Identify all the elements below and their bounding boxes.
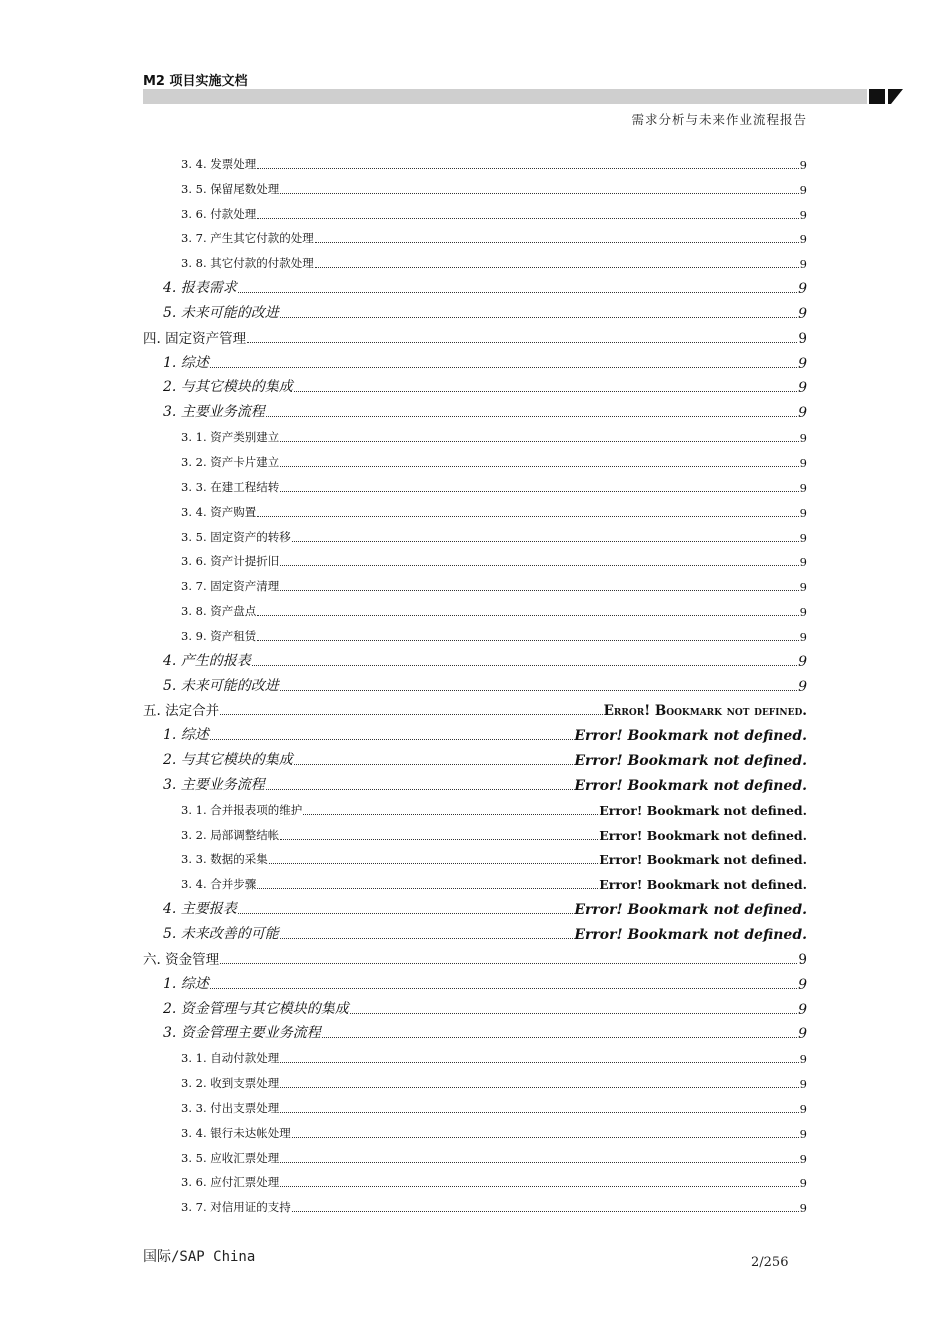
toc-dot-leader (280, 465, 798, 467)
toc-entry-error-reference: Error! Bookmark not defined. (574, 777, 807, 794)
toc-entry[interactable] (143, 945, 807, 970)
toc-entry-title: 5. 未来改善的可能 (163, 926, 279, 942)
toc-dot-leader (280, 1161, 798, 1163)
toc-entry-page-number: 9 (798, 305, 807, 322)
toc-entry-error-reference: Error! Bookmark not defined. (599, 802, 807, 818)
toc-entry-title: 3. 7. 产生其它付款的处理 (181, 231, 314, 246)
toc-dot-leader (280, 490, 798, 492)
toc-entry[interactable] (143, 398, 807, 423)
toc-entry[interactable] (143, 846, 807, 871)
header-corner-marks-icon (869, 89, 903, 104)
toc-entry-page-number: 9 (799, 1052, 807, 1067)
toc-dot-leader (280, 1086, 798, 1088)
toc-entry-title: 3. 4. 合并步骤 (181, 877, 257, 892)
toc-entry-error-reference: Error! Bookmark not defined. (574, 753, 807, 770)
toc-dot-leader (280, 440, 798, 442)
toc-entry[interactable] (143, 349, 807, 374)
toc-entry[interactable] (143, 423, 807, 448)
toc-entry[interactable] (143, 597, 807, 622)
toc-dot-leader (269, 862, 598, 864)
toc-entry-title: 3. 3. 在建工程结转 (181, 479, 280, 494)
toc-entry-title: 2. 与其它模块的集成 (163, 379, 293, 396)
toc-entry[interactable] (143, 697, 807, 722)
toc-entry-title: 5. 未来可能的改进 (163, 304, 279, 321)
toc-entry[interactable] (143, 1094, 807, 1119)
toc-entry-title: 3. 1. 资产类别建立 (181, 430, 280, 445)
toc-dot-leader (280, 192, 798, 194)
toc-entry-page-number: 9 (799, 480, 807, 495)
toc-entry[interactable] (143, 870, 807, 895)
toc-entry[interactable] (143, 175, 807, 200)
toc-dot-leader (280, 689, 797, 691)
toc-entry[interactable] (143, 796, 807, 821)
toc-entry-error-reference: Error! Bookmark not defined. (574, 927, 807, 943)
toc-entry[interactable] (143, 771, 807, 796)
toc-entry-page-number: 9 (799, 1151, 807, 1166)
toc-dot-leader (280, 316, 797, 318)
toc-entry[interactable] (143, 1044, 807, 1069)
toc-entry[interactable] (143, 920, 807, 945)
footer-company: 国际/SAP China (143, 1249, 256, 1265)
toc-entry[interactable] (143, 746, 807, 771)
toc-entry-error-reference: Error! Bookmark not defined. (574, 902, 807, 919)
toc-dot-leader (238, 291, 797, 293)
toc-entry-title: 1. 综述 (163, 727, 209, 744)
toc-dot-leader (266, 415, 797, 417)
toc-entry-title: 3. 1. 自动付款处理 (181, 1051, 280, 1066)
toc-entry[interactable] (143, 1144, 807, 1169)
toc-entry-title: 3. 9. 资产租赁 (181, 628, 257, 643)
toc-dot-leader (315, 266, 799, 268)
toc-entry-title: 3. 2. 收到支票处理 (181, 1076, 280, 1091)
toc-dot-leader (257, 639, 798, 641)
toc-entry[interactable] (143, 200, 807, 225)
toc-entry[interactable] (143, 1193, 807, 1218)
toc-entry-title: 3. 8. 其它付款的付款处理 (181, 256, 314, 271)
toc-entry-page-number: 9 (799, 555, 807, 570)
toc-entry-page-number: 9 (798, 653, 807, 670)
toc-dot-leader (247, 341, 797, 343)
toc-entry[interactable] (143, 647, 807, 672)
toc-entry-title: 3. 6. 应付汇票处理 (181, 1175, 280, 1190)
toc-dot-leader (210, 987, 797, 989)
toc-dot-leader (350, 1012, 797, 1014)
toc-entry-page-number: 9 (798, 355, 807, 372)
toc-entry-page-number: 9 (799, 580, 807, 595)
toc-entry-title: 3. 1. 合并报表项的维护 (181, 802, 303, 817)
document-subtitle: 需求分析与未来作业流程报告 (631, 112, 807, 127)
toc-entry[interactable] (143, 448, 807, 473)
toc-entry[interactable] (143, 672, 807, 697)
toc-entry-page-number: 9 (799, 530, 807, 545)
toc-entry-page-number: 9 (798, 281, 807, 298)
toc-entry-page-number: 9 (799, 605, 807, 620)
toc-entry[interactable] (143, 548, 807, 573)
toc-entry-title: 2. 资金管理与其它模块的集成 (163, 1000, 349, 1017)
toc-entry-title: 3. 主要业务流程 (163, 404, 265, 421)
toc-entry-title: 3. 6. 资产计提折旧 (181, 554, 280, 569)
toc-entry-title: 3. 7. 固定资产清理 (181, 579, 280, 594)
toc-dot-leader (210, 738, 574, 740)
toc-dot-leader (292, 540, 799, 542)
toc-entry-title: 3. 2. 资产卡片建立 (181, 454, 280, 469)
toc-dot-leader (220, 713, 603, 715)
toc-entry-title: 六. 资金管理 (143, 951, 220, 968)
toc-entry[interactable] (143, 1069, 807, 1094)
toc-entry-page-number: 9 (798, 330, 807, 347)
toc-dot-leader (257, 167, 798, 169)
toc-entry-title: 3. 4. 资产购置 (181, 504, 257, 519)
toc-entry-title: 3. 5. 保留尾数处理 (181, 181, 280, 196)
toc-dot-leader (322, 1036, 797, 1038)
toc-entry[interactable] (143, 324, 807, 349)
toc-dot-leader (292, 1210, 799, 1212)
toc-entry[interactable] (143, 274, 807, 299)
toc-entry[interactable] (143, 572, 807, 597)
toc-entry-title: 3. 3. 数据的采集 (181, 852, 268, 867)
toc-dot-leader (280, 838, 598, 840)
toc-dot-leader (292, 1136, 799, 1138)
toc-entry[interactable] (143, 374, 807, 399)
toc-dot-leader (294, 390, 797, 392)
toc-entry-title: 3. 4. 银行未达帐处理 (181, 1125, 291, 1140)
toc-entry-title: 四. 固定资产管理 (143, 330, 247, 347)
toc-entry-page-number: 9 (798, 1001, 807, 1018)
toc-entry-page-number: 9 (799, 1176, 807, 1191)
toc-entry[interactable] (143, 498, 807, 523)
toc-entry-page-number: 9 (798, 976, 807, 993)
toc-dot-leader (280, 1061, 798, 1063)
toc-entry-page-number: 9 (799, 505, 807, 520)
toc-entry[interactable] (143, 970, 807, 995)
toc-dot-leader (220, 962, 797, 964)
header-rule-bar (143, 89, 867, 104)
toc-entry-page-number: 9 (798, 678, 807, 695)
toc-entry-title: 3. 3. 付出支票处理 (181, 1100, 280, 1115)
toc-entry-title: 2. 与其它模块的集成 (163, 752, 293, 769)
toc-entry-error-reference: Error! Bookmark not defined. (599, 827, 807, 843)
toc-entry[interactable] (143, 249, 807, 274)
toc-entry-title: 3. 资金管理主要业务流程 (163, 1025, 321, 1042)
toc-entry-title: 3. 4. 发票处理 (181, 156, 257, 171)
toc-dot-leader (294, 763, 574, 765)
toc-entry-title: 4. 产生的报表 (163, 652, 251, 669)
toc-entry-title: 4. 报表需求 (163, 280, 237, 297)
footer-page-number: 2/256 (751, 1255, 789, 1270)
toc-entry-title: 五. 法定合并 (143, 703, 220, 720)
toc-entry[interactable] (143, 895, 807, 920)
toc-dot-leader (252, 664, 797, 666)
toc-entry[interactable] (143, 150, 807, 175)
toc-dot-leader (257, 515, 798, 517)
toc-entry[interactable] (143, 299, 807, 324)
toc-dot-leader (280, 564, 798, 566)
toc-entry-title: 3. 7. 对信用证的支持 (181, 1200, 291, 1215)
toc-entry-page-number: 9 (798, 405, 807, 422)
toc-entry-page-number: 9 (799, 257, 807, 272)
toc-entry[interactable] (143, 1169, 807, 1194)
toc-entry-page-number: 9 (799, 1077, 807, 1092)
toc-dot-leader (238, 912, 574, 914)
toc-entry-title: 3. 2. 局部调整结帐 (181, 827, 280, 842)
toc-entry-title: 3. 5. 固定资产的转移 (181, 529, 291, 544)
toc-dot-leader (257, 614, 798, 616)
toc-dot-leader (280, 1185, 798, 1187)
toc-dot-leader (280, 589, 798, 591)
toc-entry-error-reference: Error! Bookmark not defined. (599, 877, 807, 893)
toc-entry[interactable] (143, 1020, 807, 1045)
toc-entry-page-number: 9 (799, 1126, 807, 1141)
toc-entry[interactable] (143, 721, 807, 746)
toc-entry-title: 3. 主要业务流程 (163, 776, 265, 793)
toc-dot-leader (257, 887, 598, 889)
toc-entry-title: 3. 8. 资产盘点 (181, 604, 257, 619)
toc-entry-page-number: 9 (799, 157, 807, 172)
toc-entry[interactable] (143, 821, 807, 846)
toc-entry-page-number: 9 (799, 431, 807, 446)
toc-entry-error-reference: Error! Bookmark not defined. (574, 728, 807, 745)
toc-entry-page-number: 9 (799, 232, 807, 247)
toc-entry-page-number: 9 (799, 182, 807, 197)
toc-entry-page-number: 9 (798, 951, 807, 968)
toc-dot-leader (280, 937, 574, 939)
toc-entry-page-number: 9 (799, 455, 807, 470)
toc-entry[interactable] (143, 225, 807, 250)
toc-entry[interactable] (143, 1119, 807, 1144)
toc-entry[interactable] (143, 523, 807, 548)
toc-entry-page-number: 9 (799, 1201, 807, 1216)
toc-entry-page-number: 9 (799, 629, 807, 644)
toc-entry-page-number: 9 (799, 207, 807, 222)
toc-entry-page-number: 9 (799, 1101, 807, 1116)
toc-dot-leader (210, 366, 797, 368)
toc-entry[interactable] (143, 622, 807, 647)
toc-entry-title: 1. 综述 (163, 975, 209, 992)
toc-dot-leader (315, 241, 799, 243)
toc-entry-error-reference: Error! Bookmark not defined. (603, 703, 807, 720)
toc-entry-title: 3. 6. 付款处理 (181, 206, 257, 221)
toc-entry[interactable] (143, 995, 807, 1020)
toc-entry-title: 3. 5. 应收汇票处理 (181, 1150, 280, 1165)
toc-entry-title: 4. 主要报表 (163, 901, 237, 918)
toc-dot-leader (280, 1111, 798, 1113)
toc-entry-error-reference: Error! Bookmark not defined. (599, 852, 807, 868)
toc-entry-page-number: 9 (798, 380, 807, 397)
toc-entry-page-number: 9 (798, 1026, 807, 1043)
toc-entry-title: 1. 综述 (163, 354, 209, 371)
table-of-contents (143, 150, 807, 1218)
toc-dot-leader (303, 813, 598, 815)
document-title: M2 项目实施文档 (143, 74, 248, 89)
toc-dot-leader (266, 788, 574, 790)
toc-entry-title: 5. 未来可能的改进 (163, 677, 279, 694)
toc-dot-leader (257, 217, 798, 219)
toc-entry[interactable] (143, 473, 807, 498)
